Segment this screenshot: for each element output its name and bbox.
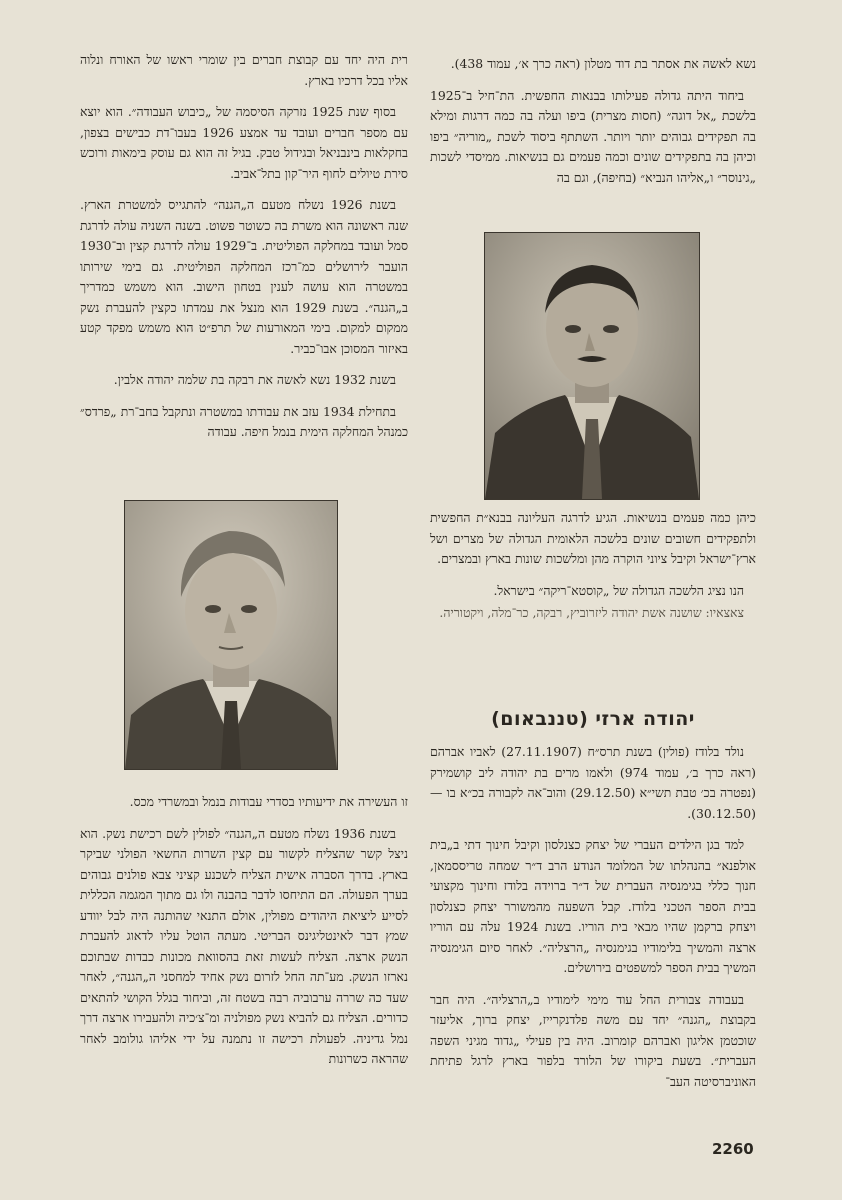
paragraph: למד בגן הילדים העברי של יצחק כצנלסון וקיבל חינוך דתי ב„בית אולפנא״ בהנהלתו של המלומד הנודע הרב ד״ר שמחה טריססמאן, חנוך כללי בגימנסיה העברית של ד״ר ברוידה בלודז וחינוך מקצועי בבית הספר הטכני בלודז. קבל השפעה מהמשורר יצחק כצנלסון ויצחק ברקמן שהיו מבאי בית הוריו. בשנת 1924 עלה עם הוריו ארצה והמשיך בלימודיו בגימנסיה „הרצליה״. לאחר סיום הגימנסיה המשיך בבית הספר למשפטים בירושלים. <box>430 837 756 975</box>
paragraph: בשנת 1926 נשלח מטעם ה„הגנה״ להתגייס למשטרת הארץ. שנה ראשונה הוא משרת בה כשוטר פשוט. בשנה השניה עולה לדרגת סמל ועובד במחלקה הפוליטית. ב־1929 עולה לדרגת קצין וב־1930 הועבר לירושלים כמ־רכז המחלקה הפוליטית. גם בימי שירותו במשטרה הוא עושה לענין בטחון הישוב. הוא משמש כמדריך ב„הגנה״. בשנת 1929 הוא מנצל את עמדתו כקצין להעברת נשק ממקום למקום. בימי המאורעות של תרפ״ט הוא משמש מפקד קטע באיזור המסוכן אבו־כביר. <box>80 197 408 356</box>
paragraph: ביחוד היתה גדולה פעילותו בבנאות החפשית. הת־חיל ב־1925 בלשכת „אל דוגה״ (חסות מצרית) ביפו ועלה בה כמה דרגות ומילא בה תפקידים גבוהים יותר ויותר. השתתף ביסוד לשכת „מוריה״ ביפו וכיהן בה בתפקידים שונים וכמה פעמים גם בנשיאות. ממיסדי לשכות „גינוסר״ ו„אליהו הנביא״ (בחיפה), וגם בה <box>430 87 756 185</box>
right-column-mid-text <box>430 508 756 635</box>
paragraph: כיהן כמה פעמים בנשיאות. הגיע לדרגה העליונה בבנא״ת החפשית ולתפקידים חשובים שונים בלשכה הלאומית הגדולה של מצרים ושל ארץ־ישראל וקיבל ציוני הוקרה מהן ומלשכות שונות בארץ ובמצרים. <box>430 510 756 566</box>
paragraph: צאצאיו: שושנה אשת יהודה ליזרוביץ, רבקה, כר־מלה, ויקטוריה. <box>439 605 744 620</box>
paragraph: רית היה יחד עם קבוצת חברים בין שומרי ראשו של האורח ונלוה אליו בכל דרכיו בארץ. <box>80 52 408 88</box>
paragraph: בתחילת 1934 עזב את עבודתו במשטרה ונתקבל בחב־רת „פרדס״ כמנהל המחלקה הימית בנמל חיפה. עבודה <box>80 403 408 439</box>
paragraph: נשא לאשה את אסתר בת דוד מטלון (ראה כרך א׳, עמוד 438). <box>450 56 756 71</box>
right-column-bottom-text <box>430 742 756 1103</box>
paragraph: בעבודה צבורית החל עוד מימי לימודיו ב„הרצליה״. היה חבר בקבוצת „הגנה״ יחד עם משה פלדנקרייז, יצחק ברוך, אליעזר שוכטמן אליגון ואברהם קומרוב. היה בין פעילי „גדוד מגיני השפה העברית״. בשעת ביקורו של הלורד בלפור בארץ לרגל פתיחת האוניברסיטה העב־ <box>430 991 756 1089</box>
paragraph: זו העשירה את ידיעותיו בסדרי עבודות בנמל ובמשרדי מכס. <box>129 794 408 809</box>
right-column-top-text <box>430 54 756 199</box>
paragraph: בסוף שנת 1925 נזרקה הסיסמה של „כיבוש העבודה״. הוא יוצא עם מספר חברים ועובד עד אמצע 1926 בעבו־דת כבישים בצפון, בחקלאות בינבניאל ובגידול טבק. בגיל זה הוא גם עוסק בימאות ורוכש סירת טיולים לחוף היר־קון בתל־אביב. <box>80 104 409 181</box>
paragraph: נולד בלודז (פולין) בשנת תרס״ח (27.11.1907) לאביו אברהם (ראה כרך ב׳, עמוד 974) ולאמו מרים בת יהודה ליב קושמירק (נפטרה בכ׳ טבת תשי״א (29.12.50) והוב־אה לקבורה בכ״א בו — (30.12.50). <box>430 744 756 821</box>
portrait-photo-lower <box>124 500 338 770</box>
paragraph: בשנת 1936 נשלח מטעם ה„הגנה״ לפולין לשם רכישת נשק. הוא ניצל קשר שהצליח לקשור עם קצין השרות החשאי הפולני שביקר בארץ. בדרך הסברה אישית הצליח לשכנע קציני צבא פולנים גבוהים בערך הפעולה. הם התיחסו לדבר בהבנה ולו גם מתוך המגמה הכללית לסייע ליציאת היהודים מפולין, אולם התנאי שהותנה היה לבל יוודע שמץ דבר לאינטליגינס הבריטי. מעתה הוטל עליו לדאוג להעברת הנשק ארצה. הצליח לעשות זאת בהסוואת מכונות כבדות שבתוכם נארזו הנשק. מע־תה החל לזרום נשק אחיד למחסני ה„הגנה״, לאחר שעד כה שררה ערבוביה רבה בשטח זה, וביחוד בגלל הקושי להתאים כדורים. הצליח גם להביא נשק מפולניה ומ־צ׳כיה ולהעבירו ארצה דרך נמל גדיניה. לפעולת רכישה זו נתמנה על ידי אליהו גולומב לאחר שהראה כשרונות <box>80 825 408 1066</box>
paragraph: הנו נציג הלשכה הגדולה של „קוסטא־ריקה״ בישראל. <box>493 582 744 598</box>
section-heading: יהודה ארזי (טננבאום) <box>491 708 695 730</box>
left-column-bottom-text <box>80 792 408 1081</box>
page-number: 2260 <box>712 1140 754 1158</box>
left-column-top-text <box>80 50 408 454</box>
paragraph: בשנת 1932 נשא לאשה את רבקה בת שלמה יהודה אלבין. <box>113 372 396 387</box>
portrait-photo-upper <box>484 232 700 500</box>
